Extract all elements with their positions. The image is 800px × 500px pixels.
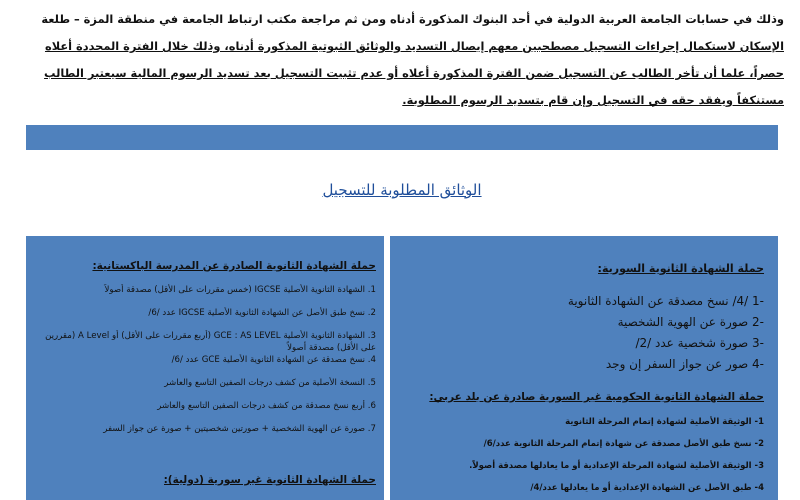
list-item: -1 /4/ نسخ مصدقة عن الشهادة الثانوية xyxy=(567,294,764,308)
list-item: 1. الشهادة الثانوية الأصلية IGCSE (خمس مقررات على الأقل) مصدقة أصولاً xyxy=(104,285,376,295)
list-item: 5. النسخة الأصلية من كشف درجات الصفين التاسع والعاشر xyxy=(164,378,376,388)
intro-paragraph xyxy=(18,6,784,114)
list-item: 3. الشهادة الثانوية الأصلية GCE : AS LEVEL (أربع مقررات على الأقل) أو A Level (مقررين على الأقل) مصدقة أصولاً xyxy=(45,331,376,353)
list-item: 1- الوثيقة الأصلية لشهادة إتمام المرحلة الثانوية xyxy=(565,417,764,427)
intro-line: الإسكان لاستكمال إجراءات التسجيل مصطحبين معهم إيصال التسديد والوثائق الثبوتية المذكورة أدناه، وذلك خلال الفترة المحددة أعلاه xyxy=(44,39,784,53)
list-item: -4 صور عن جواز السفر إن وجد xyxy=(605,357,764,371)
list-item: -2 صورة عن الهوية الشخصية xyxy=(617,315,764,329)
pakistani-heading: حملة الشهادة الثانوية الصادرة عن المدرسة الباكستانية: xyxy=(92,260,376,272)
list-item: 6. أربع نسخ مصدقة من كشف درجات الصفين التاسع والعاشر xyxy=(157,401,376,411)
list-item: 4. نسخ مصدقة عن الشهادة الثانوية الأصلية GCE عدد /6/ xyxy=(171,355,376,365)
title-box xyxy=(26,150,778,230)
list-item: -3 صورة شخصية عدد /2/ xyxy=(635,336,764,350)
gov-list xyxy=(404,411,764,499)
syrian-list xyxy=(424,291,764,375)
list-item: 4- طبق الأصل عن الشهادة الإعدادية أو ما يعادلها عدد/4/ xyxy=(530,483,764,493)
list-item: 3- الوثيقة الأصلية لشهادة المرحلة الإعدادية أو ما يعادلها مصدقة أصولاً. xyxy=(469,461,764,471)
pakistani-requirements-panel xyxy=(26,236,384,500)
section-title: الوثائق المطلوبة للتسجيل xyxy=(322,181,482,199)
list-item: 2. نسخ طبق الأصل عن الشهادة الثانوية الأصلية IGCSE عدد /6/ xyxy=(148,308,376,318)
intro-line: حصراً، علما أن تأخر الطالب عن التسجيل ضمن الفترة المذكورة أعلاه أو عدم تثبيت التسجيل بعد تسديد الرسوم المالية سيعتبر الطالب xyxy=(44,66,784,80)
list-item: 7. صورة عن الهوية الشخصية + صورتين شخصيتين + صورة عن جواز السفر xyxy=(103,424,376,434)
gov-heading: حملة الشهادة الثانوية الحكومية غير السورية صادرة عن بلد عربي: xyxy=(429,391,764,403)
intro-line: مستنكفاً ويفقد حقه في التسجيل وإن قام بتسديد الرسوم المطلوبة. xyxy=(402,93,784,107)
international-heading: حملة الشهادة الثانوية غير سورية (دولية): xyxy=(163,474,376,486)
header-banner xyxy=(26,125,778,150)
pakistani-list xyxy=(32,284,376,446)
intro-line: وذلك في حسابات الجامعة العربية الدولية في أحد البنوك المذكورة أدناه ومن ثم مراجعة مكتب ارتباط الجامعة في منطقة المزة – طلعة xyxy=(41,12,784,26)
syrian-heading: حملة الشهادة الثانوية السورية: xyxy=(597,262,764,275)
list-item: 2- نسخ طبق الأصل مصدقة عن شهادة إتمام المرحلة الثانوية عدد/6/ xyxy=(483,439,764,449)
syrian-requirements-panel xyxy=(390,236,778,500)
